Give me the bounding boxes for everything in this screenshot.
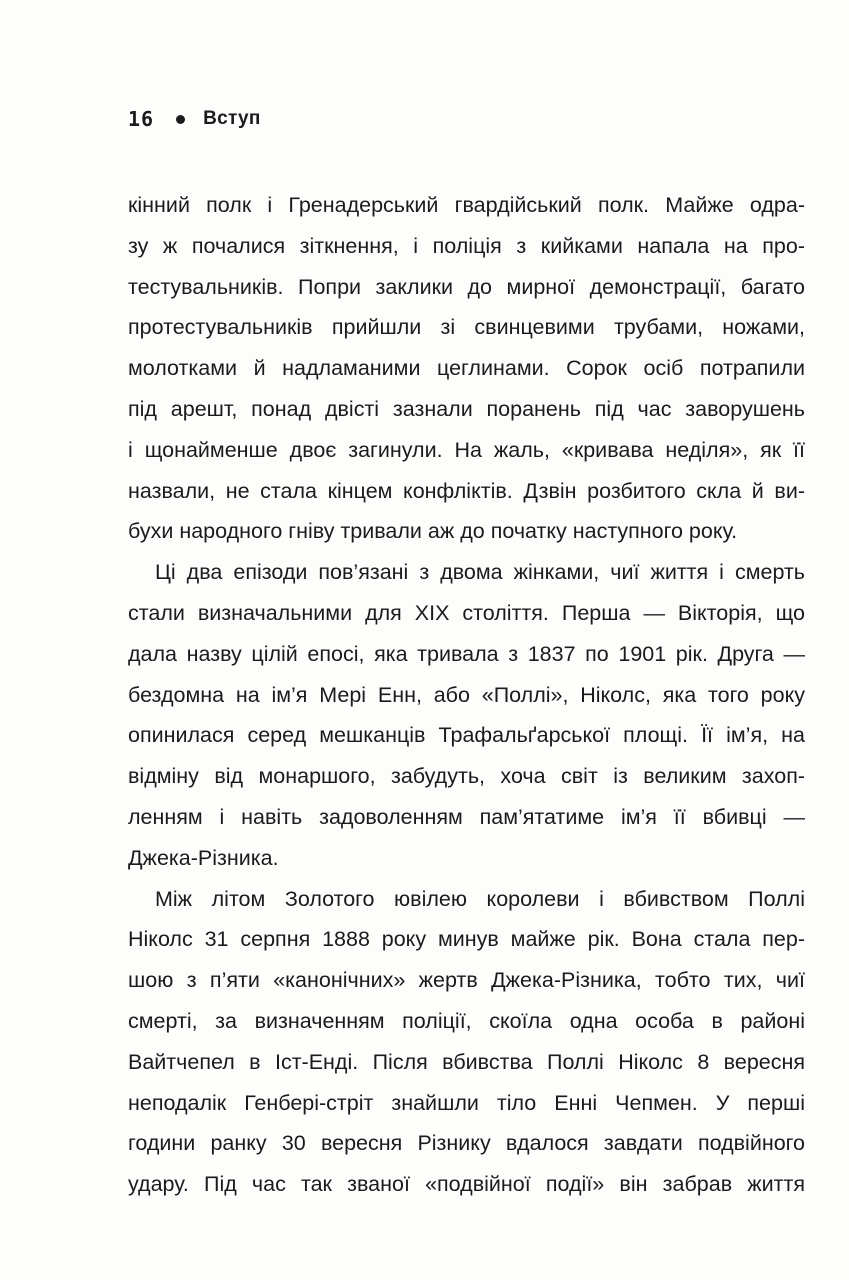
- text-line: опинилася серед мешканців Трафальґарської площі. Її ім’я, на: [128, 723, 805, 748]
- text-line: смерті, за визначенням поліції, скоїла одна особа в районі: [128, 1008, 805, 1033]
- text-line: Ніколс 31 серпня 1888 року минув майже рік. Вона стала пер-: [128, 927, 805, 952]
- text-line: Ці два епізоди пов’язані з двома жінками, чиї життя і смерть: [155, 560, 805, 585]
- text-line: зу ж почалися зіткнення, і поліція з кийками напала на про-: [128, 233, 805, 258]
- text-line: ленням і навіть задоволенням пам’ятатиме ім’я її вбивці —: [128, 804, 805, 829]
- section-title: Вступ: [203, 108, 261, 129]
- text-line: тестувальників. Попри заклики до мирної демонстрації, багато: [128, 274, 805, 299]
- text-line: під арешт, понад двісті зазнали поранень під час заворушень: [128, 396, 805, 421]
- text-line: Вайтчепел в Іст-Енді. Після вбивства Поллі Ніколс 8 вересня: [128, 1049, 805, 1074]
- text-line: дала назву цілій епосі, яка тривала з 1837 по 1901 рік. Друга —: [128, 641, 805, 666]
- body-text: [128, 185, 805, 1205]
- bullet-separator: [176, 115, 185, 124]
- text-line: і щонайменше двоє загинули. На жаль, «кривава неділя», як її: [128, 437, 805, 462]
- text-line: неподалік Генбері-стріт знайшли тіло Енні Чепмен. У перші: [128, 1090, 805, 1115]
- text-line: Джека-Різника.: [128, 845, 279, 870]
- text-line: кінний полк і Гренадерський гвардійський полк. Майже одра-: [128, 193, 805, 217]
- text-line: назвали, не стала кінцем конфліктів. Дзвін розбитого скла й ви-: [128, 478, 805, 503]
- text-line: шою з п’яти «канонічних» жертв Джека-Різника, тобто тих, чиї: [128, 968, 805, 993]
- text-line: бездомна на ім’я Мері Енн, або «Поллі», Ніколс, яка того року: [128, 682, 805, 707]
- text-line: відміну від монаршого, забудуть, хоча світ із великим захоп-: [128, 764, 805, 789]
- running-header: [128, 104, 261, 134]
- text-line: удару. Під час так званої «подвійної події» він забрав життя: [128, 1172, 805, 1197]
- text-line: молотками й надламаними цеглинами. Сорок осіб потрапили: [128, 356, 805, 381]
- page-number: 16: [128, 107, 155, 131]
- text-line: години ранку 30 вересня Різнику вдалося завдати подвійного: [128, 1131, 805, 1156]
- text-line: бухи народного гніву тривали аж до початку наступного року.: [128, 519, 738, 544]
- text-line: стали визначальними для XIX століття. Перша — Вікторія, що: [128, 600, 805, 625]
- text-line: протестувальників прийшли зі свинцевими трубами, ножами,: [128, 315, 805, 340]
- text-line: Між літом Золотого ювілею королеви і вбивством Поллі: [155, 886, 805, 911]
